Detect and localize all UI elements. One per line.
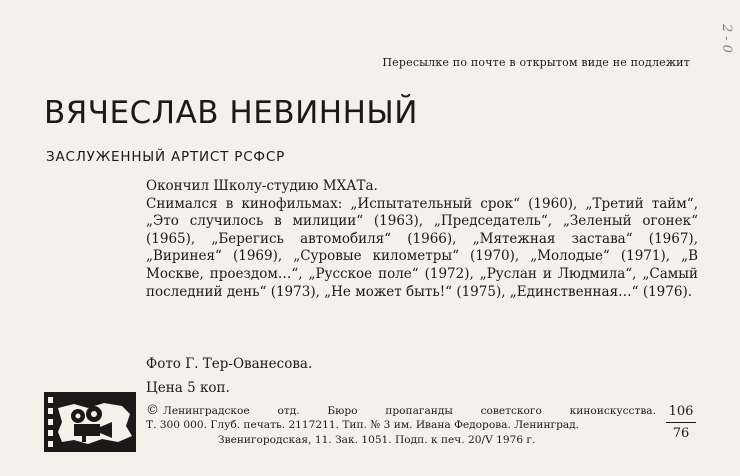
- imprint-line-2: Т. 300 000. Глуб. печать. 2117211. Тип. № 3 им. Ивана Федорова. Ленинград.: [146, 419, 580, 432]
- bio-filmography: Снимался в кинофильмах: „Испытательный срок“ (1960), „Третий тайм“, „Это случилось в милиции“ (1963), „Председатель“, „Зеленый огонек“ (1965), „Берегись автомобиля“ (1966), „Мятежная застава“ (1967), „Виринея“ (1969), „Суровые километры“ (1970), „Молодые“ (1971), „В Москве, проездом…“, „Русское поле“ (1972), „Руслан и Людмила“, „Самый последний день“ (1973), „Не может быть!“ (1975), „Единственная…“ (1976).: [146, 195, 698, 300]
- imprint-line-3: Звенигородская, 11. Зак. 1051. Подп. к печ. 20/V 1976 г.: [218, 433, 536, 446]
- price: Цена 5 коп.: [146, 380, 230, 396]
- catalog-code: [666, 404, 696, 442]
- film-projector-map-logo-icon: [44, 392, 136, 452]
- actor-name: ВЯЧЕСЛАВ НЕВИННЫЙ: [44, 95, 418, 131]
- actor-title: ЗАСЛУЖЕННЫЙ АРТИСТ РСФСР: [46, 149, 286, 165]
- handwritten-margin-mark: 2-0: [719, 24, 734, 57]
- biography: [146, 178, 698, 301]
- catalog-code-denominator: 76: [672, 426, 690, 441]
- photo-credit: Фото Г. Тер-Ованесова.: [146, 356, 313, 372]
- mailing-notice: Пересылке по почте в открытом виде не подлежит: [382, 56, 690, 69]
- copyright-sign: ©: [146, 403, 159, 418]
- bio-education: Окончил Школу-студию МХАТа.: [146, 178, 378, 194]
- imprint-line-1-text: Ленинградское отд. Бюро пропаганды советского киноискусства.: [163, 405, 656, 417]
- catalog-code-numerator: 106: [666, 404, 696, 423]
- publisher-imprint: [146, 404, 656, 447]
- imprint-line-1: [146, 404, 656, 418]
